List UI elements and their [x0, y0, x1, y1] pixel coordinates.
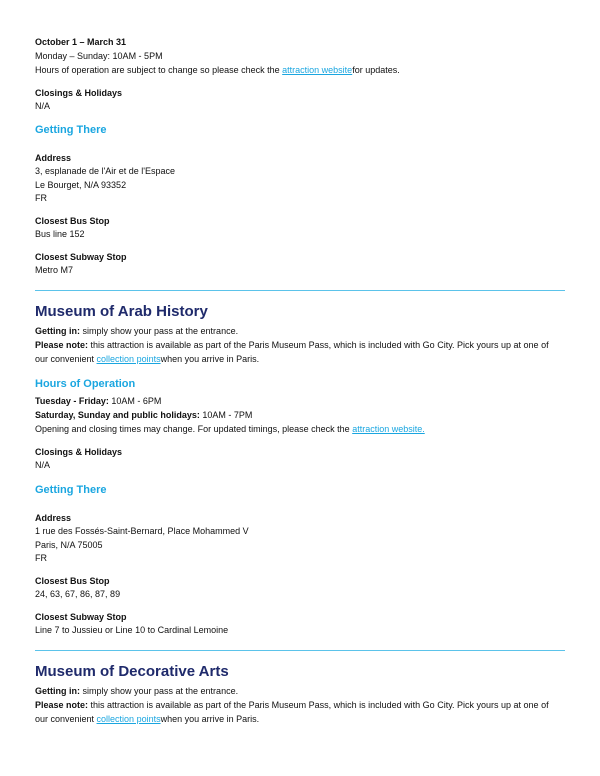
- please-note-text-cont: our convenient collection pointswhen you arrive in Paris.: [35, 354, 260, 364]
- address-line: Paris, N/A 75005: [35, 540, 103, 550]
- bus-stop-label: Closest Bus Stop: [35, 576, 110, 586]
- closings-label: Closings & Holidays: [35, 88, 123, 98]
- getting-in-text: Getting in: simply show your pass at the entrance.: [35, 686, 239, 696]
- address-line: 1 rue des Fossés-Saint-Bernard, Place Mohammed V: [35, 526, 249, 536]
- section-divider: [35, 290, 565, 291]
- collection-points-link[interactable]: collection points: [96, 714, 161, 724]
- weekday-hours: Tuesday - Friday: 10AM - 6PM: [35, 396, 162, 406]
- address-label: Address: [35, 153, 72, 163]
- getting-there-heading: Getting There: [35, 484, 107, 496]
- section-title: Museum of Arab History: [35, 303, 208, 320]
- subway-stop-value: Metro M7: [35, 265, 74, 275]
- bus-stop-value: 24, 63, 67, 86, 87, 89: [35, 589, 121, 599]
- section-title: Museum of Decorative Arts: [35, 663, 229, 680]
- attraction-website-link[interactable]: attraction website: [282, 65, 353, 75]
- address-line: 3, esplanade de l'Air et de l'Espace: [35, 166, 176, 176]
- hours-text: Monday – Sunday: 10AM - 5PM: [35, 51, 163, 61]
- please-note-text-cont: our convenient collection pointswhen you arrive in Paris.: [35, 714, 260, 724]
- collection-points-link[interactable]: collection points: [96, 354, 161, 364]
- closings-value: N/A: [35, 460, 51, 470]
- hours-notice: Opening and closing times may change. For updated timings, please check the attraction website.: [35, 424, 425, 434]
- please-note-text: Please note: this attraction is available as part of the Paris Museum Pass, which is included with Go City. Pick yours up at one of: [35, 700, 549, 710]
- bus-stop-label: Closest Bus Stop: [35, 216, 110, 226]
- closings-value: N/A: [35, 101, 51, 111]
- subway-stop-label: Closest Subway Stop: [35, 252, 127, 262]
- subway-stop-value: Line 7 to Jussieu or Line 10 to Cardinal Lemoine: [35, 625, 229, 635]
- section-divider: [35, 650, 565, 651]
- subway-stop-label: Closest Subway Stop: [35, 612, 127, 622]
- please-note-text: Please note: this attraction is available as part of the Paris Museum Pass, which is included with Go City. Pick yours up at one of: [35, 340, 549, 350]
- address-line: Le Bourget, N/A 93352: [35, 180, 127, 190]
- address-line: FR: [35, 553, 47, 563]
- bus-stop-value: Bus line 152: [35, 229, 85, 239]
- weekend-hours: Saturday, Sunday and public holidays: 10AM - 7PM: [35, 410, 253, 420]
- season-heading: October 1 – March 31: [35, 37, 127, 47]
- getting-there-heading: Getting There: [35, 124, 107, 136]
- attraction-website-link[interactable]: attraction website.: [352, 424, 425, 434]
- address-line: FR: [35, 193, 47, 203]
- hours-heading: Hours of Operation: [35, 378, 136, 390]
- hours-notice: Hours of operation are subject to change so please check the attraction websitefor updates.: [35, 65, 400, 75]
- closings-label: Closings & Holidays: [35, 447, 123, 457]
- getting-in-text: Getting in: simply show your pass at the entrance.: [35, 326, 239, 336]
- address-label: Address: [35, 513, 72, 523]
